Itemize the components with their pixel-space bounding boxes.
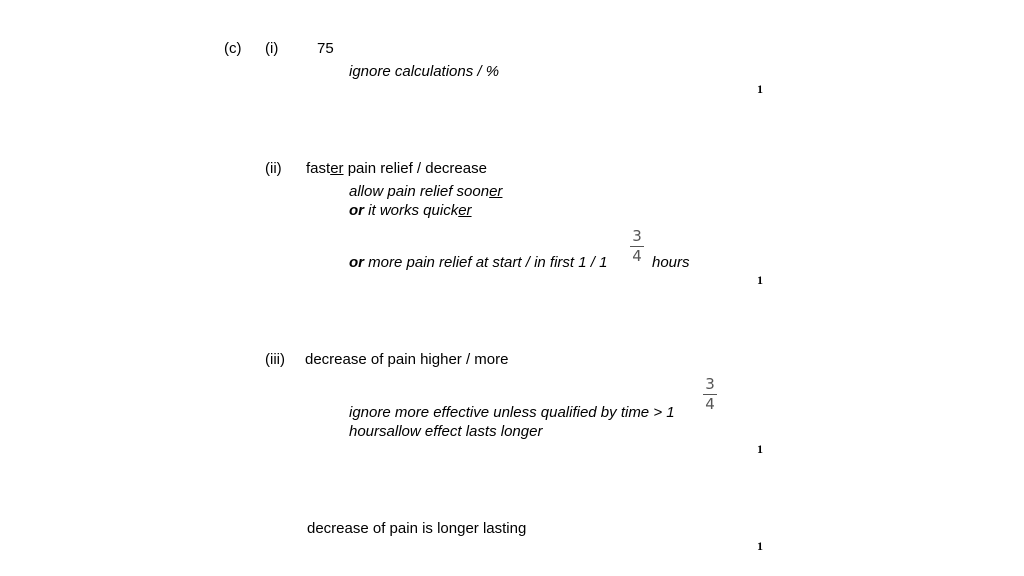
mark-ii: 1: [757, 273, 763, 287]
note-iii-line-2: hoursallow effect lasts longer: [349, 423, 543, 440]
note-ii-line-2: allow pain relief sooner: [349, 183, 503, 200]
answer-iii: decrease of pain higher / more: [305, 351, 509, 368]
answer-extra: decrease of pain is longer lasting: [307, 520, 527, 537]
fraction-three-quarters: 3 4: [703, 377, 717, 412]
part-label-c: (c): [224, 40, 242, 57]
answer-ii: faster pain relief / decrease: [306, 160, 487, 177]
note-i: ignore calculations / %: [349, 63, 500, 80]
fraction-three-quarters: 3 4: [630, 229, 644, 264]
mark-iii: 1: [757, 442, 763, 456]
sub-label-ii: (ii): [265, 160, 282, 177]
note-iii-line-1: ignore more effective unless qualified by time > 1: [349, 404, 675, 421]
note-ii-hours: hours: [652, 254, 690, 271]
answer-i: 75: [317, 40, 334, 57]
sub-label-iii: (iii): [265, 351, 285, 368]
sub-label-i: (i): [265, 40, 279, 57]
note-ii-line-4: or more pain relief at start / in first 1 / 1: [349, 254, 608, 271]
mark-extra: 1: [757, 539, 763, 553]
note-ii-line-3: or it works quicker: [349, 202, 472, 219]
mark-i: 1: [757, 82, 763, 96]
